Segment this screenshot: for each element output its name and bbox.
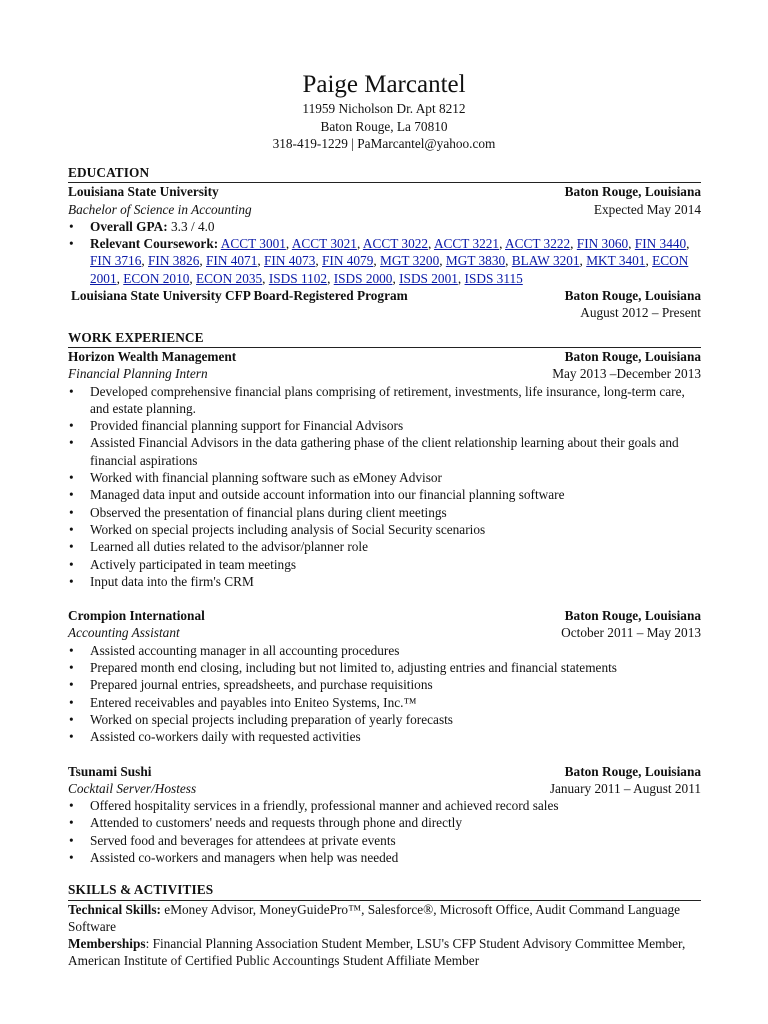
job-date: January 2011 – August 2011 — [549, 780, 701, 796]
degree: Bachelor of Science in Accounting — [68, 201, 252, 217]
gpa-item — [68, 218, 701, 235]
course-link[interactable]: FIN 4079 — [322, 253, 374, 269]
job-location: Baton Rouge, Louisiana — [564, 763, 701, 779]
job-bullet: • Input data into the firm's CRM — [68, 573, 701, 590]
job-bullet: • Worked on special projects including preparation of yearly forecasts — [68, 711, 701, 728]
gpa-label: Overall GPA: — [90, 218, 168, 234]
school-name: Louisiana State University — [68, 184, 219, 200]
course-link[interactable]: BLAW 3201 — [511, 253, 580, 269]
job-bullet: • Worked on special projects including analysis of Social Security scenarios — [68, 521, 701, 538]
job-company: Tsunami Sushi — [68, 763, 152, 779]
memberships — [68, 935, 701, 970]
technical-skills — [68, 901, 701, 936]
course-link[interactable]: FIN 3716 — [90, 253, 142, 269]
course-link[interactable]: ISDS 2001 — [399, 270, 458, 286]
course-link[interactable]: FIN 3440 — [634, 236, 687, 252]
course-link[interactable]: ISDS 2000 — [333, 270, 393, 286]
job-location: Baton Rouge, Louisiana — [564, 348, 701, 364]
job-entry — [68, 607, 701, 745]
job-date: May 2013 –December 2013 — [552, 366, 701, 382]
job-location: Baton Rouge, Louisiana — [564, 608, 701, 624]
job-role: Cocktail Server/Hostess — [68, 780, 197, 796]
course-link[interactable]: ECON 2035 — [196, 270, 263, 286]
course-link[interactable]: FIN 4071 — [206, 253, 258, 269]
job-date: October 2011 – May 2013 — [561, 625, 701, 641]
job-bullet: • Learned all duties related to the advisor/planner role — [68, 538, 701, 555]
contact-line: 318-419-1229 | PaMarcantel@yahoo.com — [272, 136, 496, 151]
job-bullet: • Provided financial planning support for Financial Advisors — [68, 417, 701, 434]
work-section — [68, 329, 701, 867]
course-link[interactable]: ECON 2001 — [90, 253, 689, 286]
course-link[interactable]: MGT 3200 — [380, 253, 440, 269]
technical-value: eMoney Advisor, MoneyGuidePro™, Salesforce®, Microsoft Office, Audit Command Language Software — [68, 901, 681, 934]
candidate-name: Paige Marcantel — [302, 71, 466, 98]
school-location: Baton Rouge, Louisiana — [564, 184, 701, 200]
resume-header — [0, 70, 768, 153]
coursework-item — [68, 235, 701, 287]
education-title: EDUCATION — [68, 165, 150, 180]
course-link[interactable]: ACCT 3021 — [291, 236, 357, 252]
job-bullet: • Observed the presentation of financial plans during client meetings — [68, 504, 701, 521]
course-link[interactable]: ACCT 3001 — [220, 236, 286, 252]
job-bullet: • Assisted co-workers daily with requested activities — [68, 728, 701, 745]
job-bullet: • Prepared month end closing, including but not limited to, adjusting entries and financial statements — [68, 659, 701, 676]
technical-label: Technical Skills: — [68, 901, 161, 917]
job-bullet: • Entered receivables and payables into Eniteo Systems, Inc.™ — [68, 694, 701, 711]
memberships-value: : Financial Planning Association Student Member, LSU's CFP Student Advisory Committee Member, American Institute of Certified Public Accountings Student Affiliate Member — [68, 936, 686, 969]
job-bullets — [68, 642, 701, 746]
job-entry — [68, 348, 701, 590]
job-bullet: • Prepared journal entries, spreadsheets, and purchase requisitions — [68, 676, 701, 693]
memberships-label: Memberships — [68, 936, 146, 952]
job-bullet: • Assisted accounting manager in all accounting procedures — [68, 642, 701, 659]
gpa-value: 3.3 / 4.0 — [167, 218, 215, 234]
job-bullet: • Actively participated in team meetings — [68, 556, 701, 573]
course-link[interactable]: ISDS 1102 — [268, 270, 328, 286]
job-bullet: • Managed data input and outside account information into our financial planning software — [68, 486, 701, 503]
job-bullet: • Served food and beverages for attendees at private events — [68, 832, 701, 849]
course-link[interactable]: ACCT 3022 — [362, 236, 429, 252]
course-link[interactable]: ISDS 3115 — [464, 270, 523, 286]
education-list — [68, 218, 701, 287]
job-bullet: • Offered hospitality services in a friendly, professional manner and achieved record sales — [68, 797, 701, 814]
job-bullet: • Assisted Financial Advisors in the data gathering phase of the client relationship learning about their goals and financial aspirations — [68, 434, 701, 469]
skills-title: SKILLS & ACTIVITIES — [68, 882, 214, 898]
job-bullet: • Worked with financial planning software such as eMoney Advisor — [68, 469, 701, 486]
job-company: Crompion International — [68, 608, 205, 624]
coursework-label: Relevant Coursework: — [90, 236, 219, 252]
program-name: Louisiana State University CFP Board-Registered Program — [71, 288, 408, 304]
job-bullet: • Developed comprehensive financial plans comprising of retirement, investments, life insurance, long-term care, and estate planning. — [68, 383, 701, 418]
program-date: August 2012 – Present — [580, 305, 701, 321]
course-list: ACCT 3001, ACCT 3021, ACCT 3022, ACCT 3221, ACCT 3222, FIN 3060, FIN 3440, FIN 3716, FIN 3826, FIN 4071, FIN 4073, FIN 4079, MGT 3200, MGT 3830, BLAW 3201, MKT 3401, ECON 2001, ECON 2010, ECON 2035, ISDS 1102, ISDS 2000, ISDS 2001, ISDS 3115 — [90, 236, 690, 286]
degree-date: Expected May 2014 — [593, 201, 701, 217]
skills-section — [68, 881, 701, 969]
course-link[interactable]: MKT 3401 — [586, 253, 646, 269]
job-role: Accounting Assistant — [68, 625, 180, 641]
program-location: Baton Rouge, Louisiana — [564, 288, 701, 304]
course-link[interactable]: ACCT 3221 — [433, 236, 500, 252]
job-entry — [68, 763, 701, 867]
job-bullets — [68, 797, 701, 866]
education-section — [68, 164, 701, 322]
address-line-1: 11959 Nicholson Dr. Apt 8212 — [302, 101, 466, 116]
job-bullets — [68, 383, 701, 591]
job-bullet: • Attended to customers' needs and requests through phone and directly — [68, 814, 701, 831]
address-line-2: Baton Rouge, La 70810 — [320, 118, 448, 134]
job-bullet: • Assisted co-workers and managers when help was needed — [68, 849, 701, 866]
course-link[interactable]: FIN 3826 — [148, 253, 200, 269]
course-link[interactable]: FIN 4073 — [264, 253, 316, 269]
course-link[interactable]: ECON 2010 — [123, 270, 190, 286]
course-link[interactable]: ACCT 3222 — [505, 236, 571, 252]
course-link[interactable]: MGT 3830 — [445, 253, 506, 269]
resume-body — [68, 164, 701, 970]
course-link[interactable]: FIN 3060 — [576, 236, 629, 252]
work-title: WORK EXPERIENCE — [68, 329, 204, 345]
job-role: Financial Planning Intern — [68, 366, 208, 382]
job-company: Horizon Wealth Management — [68, 348, 237, 364]
